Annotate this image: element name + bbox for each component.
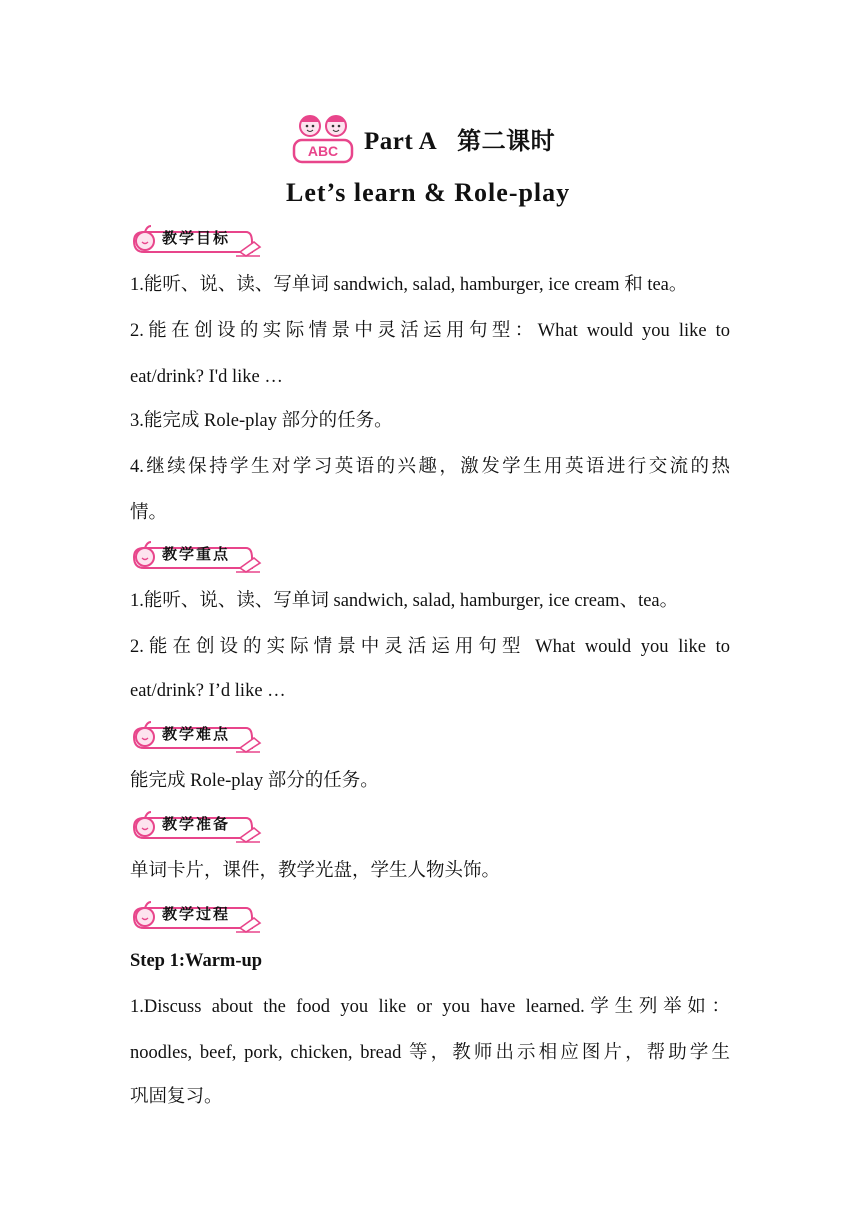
section-heading-label: 教学过程 xyxy=(162,905,231,923)
procedure-line-1: 1.Discuss about the food you like or you have learned.学生列举如： xyxy=(130,997,730,1017)
keypoint-line-1: 1.能听、说、读、写单词 sandwich, salad, hamburger, ice cream、tea。 xyxy=(130,591,679,611)
objective-line-6: 情。 xyxy=(130,503,168,523)
section-heading-preparation xyxy=(128,808,264,844)
objective-line-1: 1.能听、说、读、写单词 sandwich, salad, hamburger, ice cream 和 tea。 xyxy=(130,275,688,295)
section-heading-label: 教学准备 xyxy=(162,815,231,833)
procedure-line-3: 巩固复习。 xyxy=(130,1087,223,1107)
keypoint-line-2: 2.能在创设的实际情景中灵活运用句型 What would you like to xyxy=(130,637,730,657)
section-heading-label: 教学难点 xyxy=(162,725,231,743)
preparation-line-1: 单词卡片，课件，教学光盘，学生人物头饰。 xyxy=(130,861,501,881)
page-subtitle: Let’s learn & Role-play xyxy=(286,178,571,207)
section-heading-label: 教学重点 xyxy=(162,545,231,563)
objective-line-5: 4.继续保持学生对学习英语的兴趣，激发学生用英语进行交流的热 xyxy=(130,457,730,477)
section-heading-key-points xyxy=(128,538,264,574)
keypoint-line-3: eat/drink? I’d like … xyxy=(130,681,286,701)
step-heading: Step 1:Warm-up xyxy=(130,951,263,971)
section-heading-difficulties xyxy=(128,718,264,754)
abc-kids-logo-icon xyxy=(288,108,358,168)
title-row xyxy=(288,108,555,168)
procedure-line-2: noodles, beef, pork, chicken, bread 等，教师出示相应图片，帮助学生 xyxy=(130,1043,730,1063)
objective-line-3: eat/drink? I'd like … xyxy=(130,367,283,387)
svg-text:ABC: ABC xyxy=(307,143,339,159)
section-heading-objectives xyxy=(128,222,264,258)
title-part: Part A xyxy=(364,127,438,155)
section-heading-procedure xyxy=(128,898,264,934)
difficulty-line-1: 能完成 Role-play 部分的任务。 xyxy=(130,771,379,791)
title-lesson: 第二课时 xyxy=(457,126,556,155)
section-heading-label: 教学目标 xyxy=(162,229,231,247)
objective-line-4: 3.能完成 Role-play 部分的任务。 xyxy=(130,411,393,431)
page-title xyxy=(364,121,555,156)
objective-line-2: 2.能在创设的实际情景中灵活运用句型：What would you like to xyxy=(130,321,730,341)
